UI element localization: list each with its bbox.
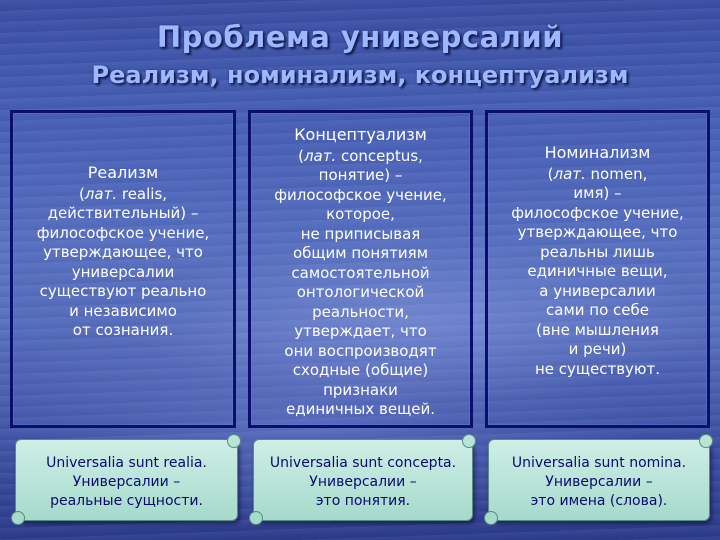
conceptualism-line: понятие) – bbox=[318, 166, 403, 184]
nominalism-line: сами по себе bbox=[546, 301, 649, 319]
realism-line: существуют реально bbox=[39, 282, 207, 300]
nominalism-line: и речи) bbox=[568, 340, 627, 358]
scroll-curl-icon bbox=[227, 434, 241, 448]
nominalism-box bbox=[485, 110, 710, 428]
conceptualism-line: общим понятиям bbox=[292, 244, 429, 262]
conceptualism-heading: Концептуализм bbox=[294, 125, 427, 144]
conceptualism-line: они воспроизводят bbox=[284, 341, 437, 360]
scroll-line: Универсалии – bbox=[72, 474, 181, 490]
scroll-latin: Universalia sunt concepta. bbox=[269, 455, 457, 471]
conceptualism-line: онтологической bbox=[296, 283, 425, 301]
nominalism-line: а универсалии bbox=[539, 281, 656, 300]
page-title: Проблема универсалий bbox=[156, 20, 564, 54]
scroll-curl-icon bbox=[249, 511, 263, 525]
realism-box bbox=[10, 110, 236, 428]
nominalism-line: реальны лишь bbox=[540, 242, 655, 261]
realism-line: действительный) – bbox=[47, 204, 199, 222]
nominalism-line: (лат. nomen, bbox=[547, 164, 648, 183]
conceptualism-line: реальности, bbox=[312, 302, 409, 321]
nominalism-line: утверждающее, что bbox=[517, 223, 678, 241]
nominalism-line: имя) – bbox=[573, 184, 622, 202]
nominalism-line: философское учение, bbox=[511, 203, 684, 222]
scroll-latin: Universalia sunt realia. bbox=[46, 455, 207, 471]
nominalism-line: единичные вещи, bbox=[527, 262, 668, 280]
scroll-line: это понятия. bbox=[315, 493, 411, 509]
realism-line: философское учение, bbox=[36, 223, 210, 242]
scroll-line: это имена (слова). bbox=[530, 493, 668, 509]
nominalism-line: (вне мышления bbox=[536, 320, 659, 339]
scroll-line: Универсалии – bbox=[545, 474, 653, 490]
conceptualism-line: не приписывая bbox=[300, 224, 421, 243]
conceptualism-line: философское учение, bbox=[274, 185, 447, 204]
nominalism-scroll bbox=[488, 439, 710, 521]
scroll-latin: Universalia sunt nomina. bbox=[511, 455, 687, 471]
realism-line: утверждающее, что bbox=[43, 243, 203, 261]
page-subtitle: Реализм, номинализм, концептуализм bbox=[91, 61, 629, 89]
scroll-line: реальные сущности. bbox=[50, 493, 203, 509]
conceptualism-line: утверждает, что bbox=[294, 322, 427, 340]
realism-line: (лат. realis, bbox=[78, 184, 168, 203]
realism-scroll bbox=[15, 439, 238, 521]
scroll-curl-icon bbox=[484, 511, 498, 525]
conceptualism-line: единичных вещей. bbox=[285, 400, 435, 418]
conceptualism-line: (лат. conceptus, bbox=[298, 146, 423, 165]
conceptualism-scroll bbox=[253, 439, 473, 521]
scroll-curl-icon bbox=[699, 434, 713, 448]
realism-heading: Реализм bbox=[87, 163, 159, 182]
realism-line: универсалии bbox=[71, 262, 175, 281]
scroll-curl-icon bbox=[11, 511, 25, 525]
conceptualism-line: признаки bbox=[323, 380, 398, 399]
conceptualism-line: сходные (общие) bbox=[292, 361, 429, 379]
nominalism-heading: Номинализм bbox=[544, 143, 651, 162]
nominalism-line: не существуют. bbox=[534, 359, 661, 378]
scroll-curl-icon bbox=[462, 434, 476, 448]
conceptualism-line: которое, bbox=[326, 205, 395, 223]
realism-line: от сознания. bbox=[72, 321, 174, 339]
conceptualism-line: самостоятельной bbox=[291, 263, 430, 282]
conceptualism-box bbox=[248, 110, 473, 428]
realism-line: и независимо bbox=[69, 301, 177, 320]
scroll-line: Универсалии – bbox=[309, 474, 417, 490]
